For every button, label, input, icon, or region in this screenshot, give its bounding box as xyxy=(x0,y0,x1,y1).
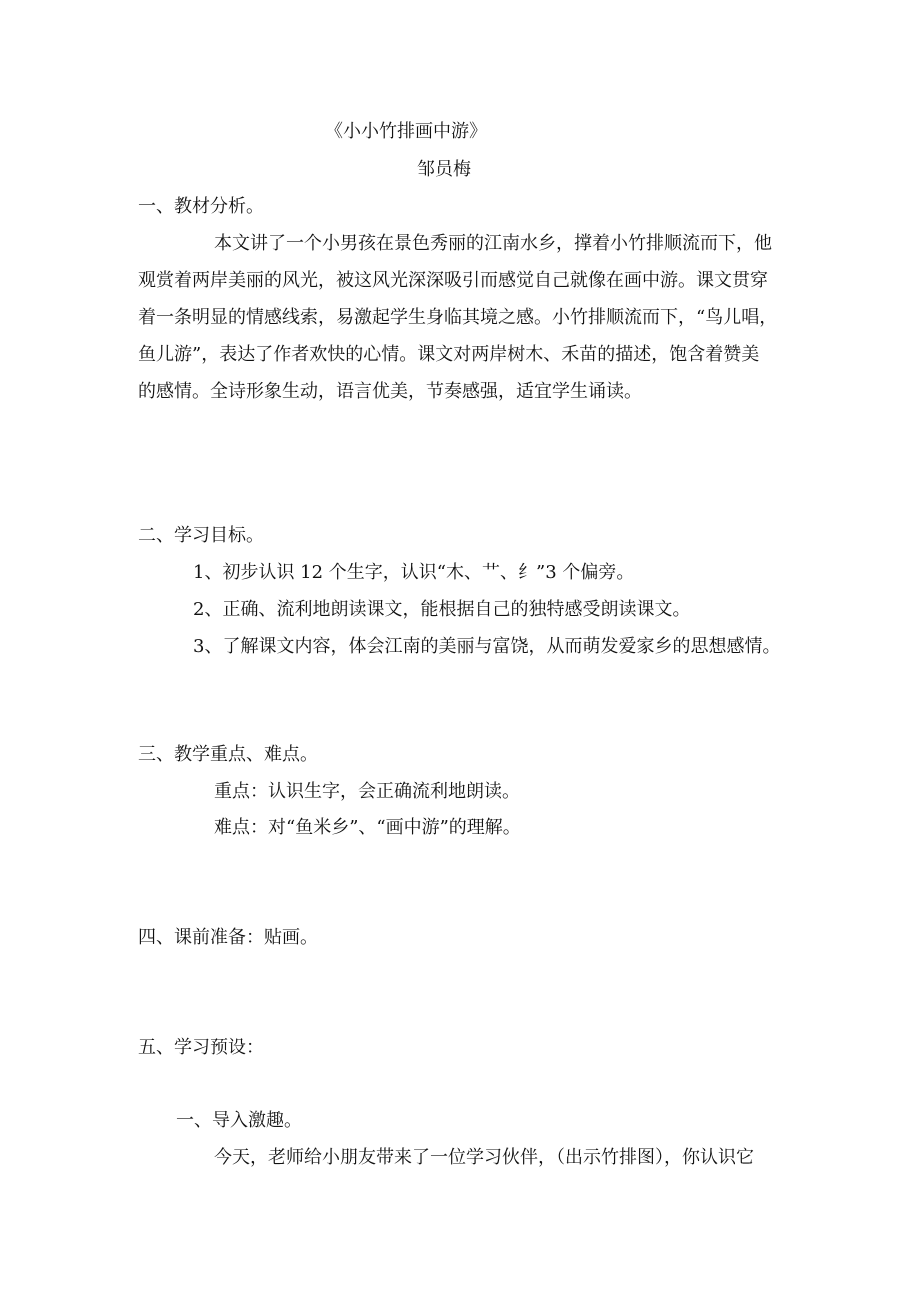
section-heading: 二、学习目标。 xyxy=(138,525,264,546)
section-heading: 三、教学重点、难点。 xyxy=(138,744,318,765)
paragraph-line: 鱼儿游”，表达了作者欢快的心情。课文对两岸树木、禾苗的描述，饱含着赞美 xyxy=(138,344,760,365)
document-author: 邹员梅 xyxy=(417,159,471,180)
difficulty-point: 难点：对“鱼米乡”、“画中游”的理解。 xyxy=(214,817,521,838)
section-heading: 一、教材分析。 xyxy=(138,196,264,217)
list-item: 2、正确、流利地朗读课文，能根据自己的独特感受朗读课文。 xyxy=(193,599,691,620)
list-item: 3、了解课文内容，体会江南的美丽与富饶，从而萌发爱家乡的思想感情。 xyxy=(193,636,781,657)
section-heading: 四、课前准备：贴画。 xyxy=(138,927,318,948)
sub-heading: 一、导入激趣。 xyxy=(176,1110,302,1131)
paragraph-line: 本文讲了一个小男孩在景色秀丽的江南水乡，撑着小竹排顺流而下，他 xyxy=(214,233,772,254)
paragraph-line: 观赏着两岸美丽的风光，被这风光深深吸引而感觉自己就像在画中游。课文贯穿 xyxy=(138,270,768,291)
section-heading: 五、学习预设： xyxy=(138,1037,264,1058)
document-title: 《小小竹排画中游》 xyxy=(325,121,487,142)
key-point: 重点：认识生字，会正确流利地朗读。 xyxy=(214,781,520,802)
list-item: 1、初步认识 12 个生字，认识“木、艹、纟”3 个偏旁。 xyxy=(193,562,635,583)
paragraph-line: 的感情。全诗形象生动，语言优美，节奏感强，适宜学生诵读。 xyxy=(138,381,642,402)
paragraph-line: 着一条明显的情感线索，易激起学生身临其境之感。小竹排顺流而下，“鸟儿唱， xyxy=(138,307,778,328)
paragraph-line: 今天，老师给小朋友带来了一位学习伙伴，（出示竹排图），你认识它 xyxy=(214,1147,754,1168)
